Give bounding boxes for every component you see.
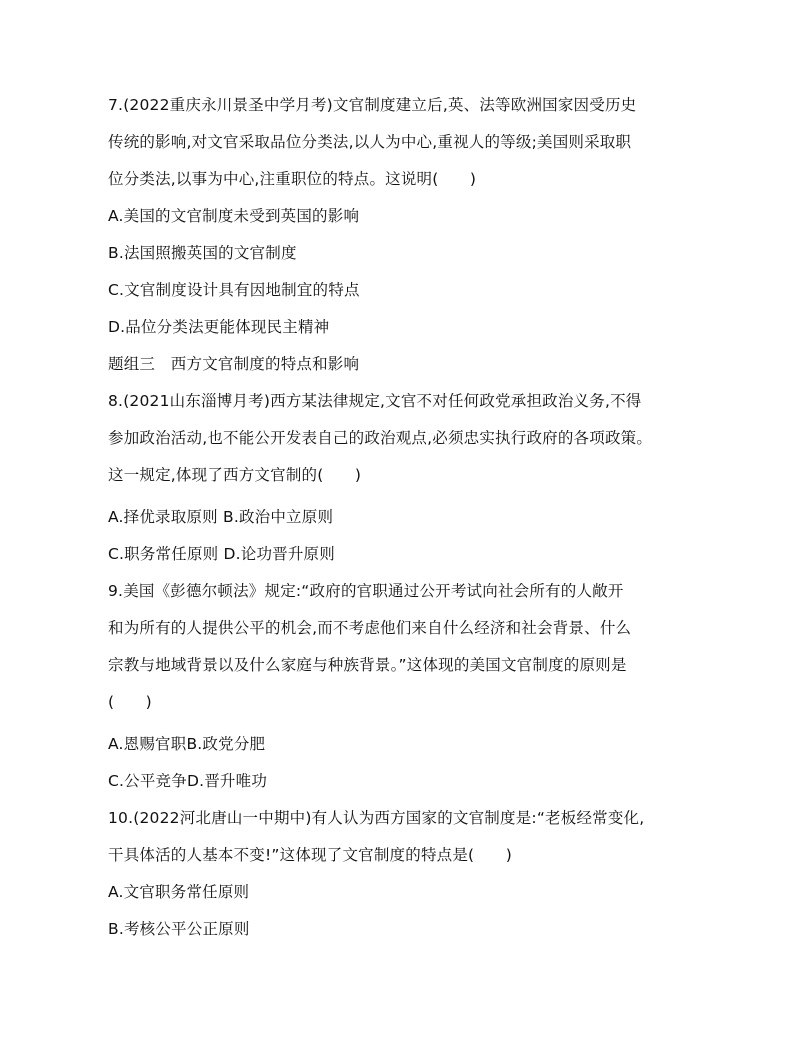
q9-options-ab: A.恩赐官职B.政党分肥 — [108, 735, 266, 753]
q10-stem-line-2: 干具体活的人基本不变!”这体现了文官制度的特点是( ) — [108, 846, 512, 864]
q9-stem-line-2: 和为所有的人提供公平的机会,而不考虑他们来自什么经济和社会背景、什么 — [108, 619, 632, 637]
q7-option-d: D.品位分类法更能体现民主精神 — [108, 318, 330, 336]
q8-options-ab: A.择优录取原则 B.政治中立原则 — [108, 508, 334, 526]
q8-options-cd: C.职务常任原则 D.论功晋升原则 — [108, 545, 335, 563]
q9-stem-line-3: 宗教与地域背景以及什么家庭与种族背景。”这体现的美国文官制度的原则是 — [108, 656, 627, 674]
q8-stem-line-3: 这一规定,体现了西方文官制的( ) — [108, 466, 362, 484]
q7-option-a: A.美国的文官制度未受到英国的影响 — [108, 207, 360, 225]
q7-option-c: C.文官制度设计具有因地制宜的特点 — [108, 281, 360, 299]
q8-stem-line-1: 8.(2021山东淄博月考)西方某法律规定,文官不对任何政党承担政治义务,不得 — [108, 392, 642, 410]
q7-stem-line-1: 7.(2022重庆永川景圣中学月考)文官制度建立后,英、法等欧洲国家因受历史 — [108, 96, 637, 114]
q7-stem-line-2: 传统的影响,对文官采取品位分类法,以人为中心,重视人的等级;美国则采取职 — [108, 133, 632, 151]
q9-options-cd: C.公平竞争D.晋升唯功 — [108, 772, 268, 790]
q10-option-a: A.文官职务常任原则 — [108, 883, 250, 901]
q10-option-b: B.考核公平公正原则 — [108, 920, 250, 938]
section-heading: 题组三 西方文官制度的特点和影响 — [108, 355, 360, 373]
q10-stem-line-1: 10.(2022河北唐山一中期中)有人认为西方国家的文官制度是:“老板经常变化, — [108, 809, 645, 827]
q9-stem-line-4: ( ) — [108, 693, 152, 711]
q8-stem-line-2: 参加政治活动,也不能公开发表自己的政治观点,必须忠实执行政府的各项政策。 — [108, 429, 653, 447]
q9-stem-line-1: 9.美国《彭德尔顿法》规定:“政府的官职通过公开考试向社会所有的人敞开 — [108, 582, 624, 600]
q7-option-b: B.法国照搬英国的文官制度 — [108, 244, 297, 262]
q7-stem-line-3: 位分类法,以事为中心,注重职位的特点。这说明( ) — [108, 170, 477, 188]
